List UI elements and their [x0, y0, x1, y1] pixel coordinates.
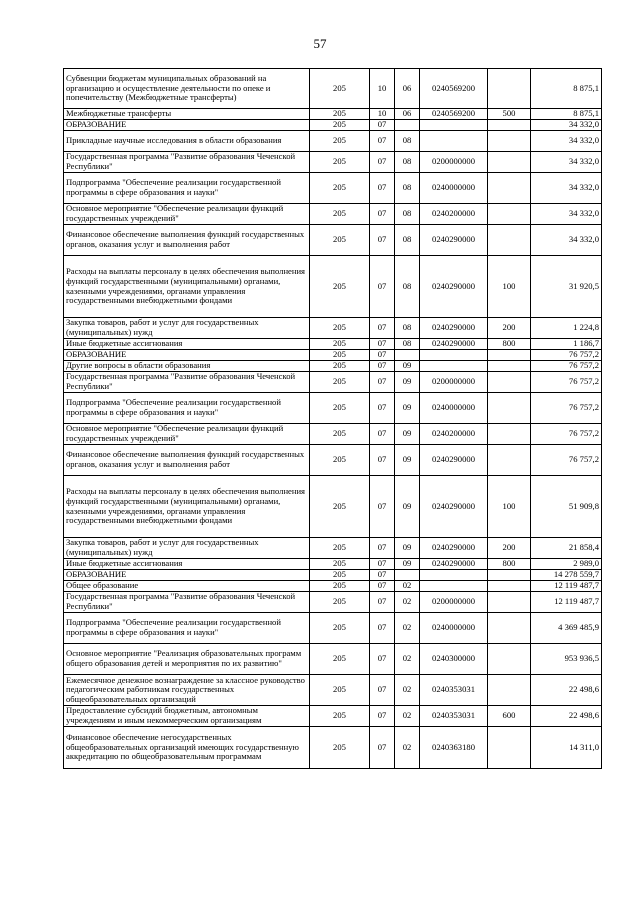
- cell-expense-type: [488, 424, 531, 445]
- cell-ved-code: 205: [310, 644, 370, 675]
- cell-expense-type: [488, 204, 531, 225]
- cell-section-code: 07: [370, 318, 395, 339]
- table-row: [64, 361, 602, 372]
- cell-name: Подпрограмма "Обеспечение реализации государственной программы в сфере образования и науки": [64, 173, 310, 204]
- cell-amount: 34 332,0: [531, 225, 602, 256]
- table-row: [64, 393, 602, 424]
- cell-expense-type: [488, 592, 531, 613]
- cell-subsection-code: 02: [395, 592, 420, 613]
- cell-subsection-code: 02: [395, 644, 420, 675]
- cell-amount: 12 119 487,7: [531, 581, 602, 592]
- cell-name: Расходы на выплаты персоналу в целях обеспечения выполнения функций государственными (муниципальными) органами, казенными учреждениями, органами управления государственными внебюджетными фондами: [64, 476, 310, 538]
- cell-subsection-code: 02: [395, 727, 420, 769]
- table-row: [64, 131, 602, 152]
- cell-section-code: 07: [370, 204, 395, 225]
- cell-expense-type: [488, 372, 531, 393]
- cell-name: Расходы на выплаты персоналу в целях обеспечения выполнения функций государственными (муниципальными) органами, казенными учреждениями, органами управления государственными внебюджетными фондами: [64, 256, 310, 318]
- cell-amount: 31 920,5: [531, 256, 602, 318]
- table-row: [64, 570, 602, 581]
- table-row: [64, 318, 602, 339]
- cell-target-article: 0240000000: [420, 393, 488, 424]
- budget-table: [63, 68, 602, 769]
- cell-amount: 76 757,2: [531, 361, 602, 372]
- cell-expense-type: [488, 644, 531, 675]
- table-row: [64, 69, 602, 109]
- cell-subsection-code: 08: [395, 225, 420, 256]
- cell-target-article: [420, 570, 488, 581]
- cell-section-code: 07: [370, 706, 395, 727]
- cell-target-article: [420, 581, 488, 592]
- cell-ved-code: 205: [310, 350, 370, 361]
- cell-target-article: 0200000000: [420, 152, 488, 173]
- cell-expense-type: 500: [488, 109, 531, 120]
- cell-expense-type: 800: [488, 559, 531, 570]
- cell-section-code: 07: [370, 424, 395, 445]
- cell-amount: 51 909,8: [531, 476, 602, 538]
- table-row: [64, 120, 602, 131]
- cell-amount: 34 332,0: [531, 131, 602, 152]
- cell-subsection-code: [395, 350, 420, 361]
- table-row: [64, 256, 602, 318]
- cell-amount: 14 278 559,7: [531, 570, 602, 581]
- cell-amount: 34 332,0: [531, 120, 602, 131]
- cell-amount: 76 757,2: [531, 372, 602, 393]
- cell-subsection-code: 09: [395, 538, 420, 559]
- cell-expense-type: [488, 675, 531, 706]
- cell-expense-type: [488, 445, 531, 476]
- table-row: [64, 644, 602, 675]
- cell-target-article: [420, 120, 488, 131]
- cell-target-article: 0240000000: [420, 613, 488, 644]
- cell-name: Субвенции бюджетам муниципальных образований на организацию и осуществление деятельности по опеке и попечительству (Межбюджетные трансферты): [64, 69, 310, 109]
- cell-subsection-code: 08: [395, 318, 420, 339]
- cell-ved-code: 205: [310, 559, 370, 570]
- cell-target-article: 0240290000: [420, 318, 488, 339]
- cell-name: Основное мероприятие "Реализация образовательных программ общего образования детей и мероприятия по их развитию": [64, 644, 310, 675]
- table-row: [64, 152, 602, 173]
- cell-expense-type: [488, 727, 531, 769]
- cell-ved-code: 205: [310, 613, 370, 644]
- table-row: [64, 581, 602, 592]
- cell-expense-type: 100: [488, 256, 531, 318]
- cell-amount: 2 989,0: [531, 559, 602, 570]
- cell-expense-type: [488, 361, 531, 372]
- cell-name: Подпрограмма "Обеспечение реализации государственной программы в сфере образования и науки": [64, 613, 310, 644]
- cell-name: ОБРАЗОВАНИЕ: [64, 570, 310, 581]
- cell-expense-type: 200: [488, 538, 531, 559]
- table-row: [64, 204, 602, 225]
- table-row: [64, 372, 602, 393]
- cell-subsection-code: 09: [395, 445, 420, 476]
- cell-section-code: 07: [370, 592, 395, 613]
- table-row: [64, 613, 602, 644]
- page-number: 57: [313, 36, 327, 51]
- cell-amount: 76 757,2: [531, 350, 602, 361]
- cell-amount: 8 875,1: [531, 109, 602, 120]
- cell-amount: 34 332,0: [531, 204, 602, 225]
- table-row: [64, 538, 602, 559]
- cell-section-code: 07: [370, 361, 395, 372]
- cell-name: Финансовое обеспечение негосударственных общеобразовательных организаций имеющих государственную аккредитацию по общеобразовательным программам: [64, 727, 310, 769]
- cell-target-article: 0240300000: [420, 644, 488, 675]
- cell-subsection-code: 09: [395, 372, 420, 393]
- cell-name: ОБРАЗОВАНИЕ: [64, 350, 310, 361]
- cell-section-code: 07: [370, 339, 395, 350]
- table-row: [64, 727, 602, 769]
- table-row: [64, 675, 602, 706]
- cell-expense-type: 100: [488, 476, 531, 538]
- cell-target-article: 0240000000: [420, 173, 488, 204]
- cell-amount: 4 369 485,9: [531, 613, 602, 644]
- table-row: [64, 339, 602, 350]
- cell-amount: 76 757,2: [531, 445, 602, 476]
- cell-ved-code: 205: [310, 592, 370, 613]
- table-row: [64, 350, 602, 361]
- cell-subsection-code: 08: [395, 131, 420, 152]
- cell-target-article: 0240363180: [420, 727, 488, 769]
- table-row: [64, 109, 602, 120]
- cell-name: Подпрограмма "Обеспечение реализации государственной программы в сфере образования и науки": [64, 393, 310, 424]
- cell-target-article: 0240569200: [420, 109, 488, 120]
- cell-expense-type: 600: [488, 706, 531, 727]
- cell-subsection-code: 08: [395, 173, 420, 204]
- cell-target-article: 0240353031: [420, 675, 488, 706]
- cell-ved-code: 205: [310, 152, 370, 173]
- table-row: [64, 225, 602, 256]
- cell-ved-code: 205: [310, 131, 370, 152]
- cell-amount: 34 332,0: [531, 152, 602, 173]
- cell-subsection-code: 08: [395, 256, 420, 318]
- cell-subsection-code: 02: [395, 706, 420, 727]
- cell-target-article: 0240200000: [420, 424, 488, 445]
- cell-ved-code: 205: [310, 581, 370, 592]
- cell-name: Государственная программа "Развитие образования Чеченской Республики": [64, 592, 310, 613]
- cell-name: Закупка товаров, работ и услуг для государственных (муниципальных) нужд: [64, 538, 310, 559]
- cell-amount: 34 332,0: [531, 173, 602, 204]
- cell-section-code: 07: [370, 727, 395, 769]
- cell-ved-code: 205: [310, 675, 370, 706]
- cell-ved-code: 205: [310, 538, 370, 559]
- cell-amount: 76 757,2: [531, 393, 602, 424]
- cell-expense-type: [488, 120, 531, 131]
- cell-section-code: 07: [370, 445, 395, 476]
- cell-section-code: 10: [370, 109, 395, 120]
- cell-expense-type: [488, 152, 531, 173]
- cell-ved-code: 205: [310, 318, 370, 339]
- cell-ved-code: 205: [310, 393, 370, 424]
- cell-amount: 1 186,7: [531, 339, 602, 350]
- cell-section-code: 07: [370, 372, 395, 393]
- cell-target-article: 0240290000: [420, 476, 488, 538]
- cell-amount: 1 224,8: [531, 318, 602, 339]
- cell-subsection-code: 09: [395, 476, 420, 538]
- cell-ved-code: 205: [310, 706, 370, 727]
- cell-section-code: 07: [370, 120, 395, 131]
- cell-section-code: 07: [370, 131, 395, 152]
- cell-target-article: 0240353031: [420, 706, 488, 727]
- cell-ved-code: 205: [310, 173, 370, 204]
- cell-target-article: 0240290000: [420, 559, 488, 570]
- cell-amount: 21 858,4: [531, 538, 602, 559]
- cell-expense-type: [488, 173, 531, 204]
- cell-target-article: 0240290000: [420, 339, 488, 350]
- cell-name: Основное мероприятие "Обеспечение реализации функций государственных учреждений": [64, 424, 310, 445]
- cell-target-article: 0240290000: [420, 538, 488, 559]
- cell-subsection-code: 08: [395, 204, 420, 225]
- cell-section-code: 07: [370, 538, 395, 559]
- cell-target-article: 0240290000: [420, 256, 488, 318]
- cell-name: Общее образование: [64, 581, 310, 592]
- cell-ved-code: 205: [310, 445, 370, 476]
- table-row: [64, 706, 602, 727]
- cell-target-article: 0240290000: [420, 225, 488, 256]
- cell-section-code: 07: [370, 393, 395, 424]
- cell-target-article: 0240569200: [420, 69, 488, 109]
- table-row: [64, 445, 602, 476]
- cell-expense-type: [488, 613, 531, 644]
- cell-section-code: 07: [370, 613, 395, 644]
- cell-ved-code: 205: [310, 361, 370, 372]
- cell-target-article: 0240290000: [420, 445, 488, 476]
- cell-section-code: 07: [370, 570, 395, 581]
- cell-subsection-code: 02: [395, 613, 420, 644]
- cell-name: Государственная программа "Развитие образования Чеченской Республики": [64, 372, 310, 393]
- table-row: [64, 424, 602, 445]
- cell-expense-type: [488, 581, 531, 592]
- cell-target-article: [420, 350, 488, 361]
- cell-section-code: 10: [370, 69, 395, 109]
- cell-amount: 14 311,0: [531, 727, 602, 769]
- cell-expense-type: 200: [488, 318, 531, 339]
- cell-section-code: 07: [370, 644, 395, 675]
- cell-expense-type: [488, 69, 531, 109]
- cell-amount: 22 498,6: [531, 706, 602, 727]
- cell-expense-type: [488, 350, 531, 361]
- cell-name: Государственная программа "Развитие образования Чеченской Республики": [64, 152, 310, 173]
- cell-subsection-code: [395, 120, 420, 131]
- cell-subsection-code: 09: [395, 393, 420, 424]
- cell-ved-code: 205: [310, 570, 370, 581]
- cell-name: Ежемесячное денежное вознаграждение за классное руководство педагогическим работникам государственных общеобразовательных организаций: [64, 675, 310, 706]
- cell-amount: 12 119 487,7: [531, 592, 602, 613]
- cell-name: Финансовое обеспечение выполнения функций государственных органов, оказания услуг и выполнения работ: [64, 225, 310, 256]
- cell-ved-code: 205: [310, 372, 370, 393]
- cell-section-code: 07: [370, 173, 395, 204]
- cell-expense-type: [488, 225, 531, 256]
- table-row: [64, 559, 602, 570]
- cell-ved-code: 205: [310, 476, 370, 538]
- cell-name: Межбюджетные трансферты: [64, 109, 310, 120]
- cell-subsection-code: 08: [395, 339, 420, 350]
- cell-ved-code: 205: [310, 727, 370, 769]
- cell-ved-code: 205: [310, 256, 370, 318]
- cell-subsection-code: 02: [395, 581, 420, 592]
- cell-name: Предоставление субсидий бюджетным, автономным учреждениям и иным некоммерческим организациям: [64, 706, 310, 727]
- cell-target-article: [420, 131, 488, 152]
- table-row: [64, 476, 602, 538]
- table-row: [64, 592, 602, 613]
- cell-subsection-code: 09: [395, 424, 420, 445]
- cell-ved-code: 205: [310, 120, 370, 131]
- cell-amount: 22 498,6: [531, 675, 602, 706]
- cell-expense-type: [488, 393, 531, 424]
- cell-section-code: 07: [370, 152, 395, 173]
- cell-name: Прикладные научные исследования в области образования: [64, 131, 310, 152]
- cell-name: Финансовое обеспечение выполнения функций государственных органов, оказания услуг и выполнения работ: [64, 445, 310, 476]
- cell-ved-code: 205: [310, 204, 370, 225]
- cell-expense-type: 800: [488, 339, 531, 350]
- cell-name: Другие вопросы в области образования: [64, 361, 310, 372]
- cell-section-code: 07: [370, 256, 395, 318]
- cell-expense-type: [488, 131, 531, 152]
- cell-ved-code: 205: [310, 109, 370, 120]
- cell-amount: 8 875,1: [531, 69, 602, 109]
- cell-name: ОБРАЗОВАНИЕ: [64, 120, 310, 131]
- cell-target-article: [420, 361, 488, 372]
- cell-section-code: 07: [370, 476, 395, 538]
- cell-amount: 953 936,5: [531, 644, 602, 675]
- cell-section-code: 07: [370, 559, 395, 570]
- cell-ved-code: 205: [310, 339, 370, 350]
- cell-amount: 76 757,2: [531, 424, 602, 445]
- cell-subsection-code: 06: [395, 69, 420, 109]
- cell-section-code: 07: [370, 225, 395, 256]
- cell-target-article: 0240200000: [420, 204, 488, 225]
- cell-name: Иные бюджетные ассигнования: [64, 339, 310, 350]
- cell-subsection-code: 09: [395, 559, 420, 570]
- cell-expense-type: [488, 570, 531, 581]
- cell-section-code: 07: [370, 350, 395, 361]
- cell-subsection-code: 06: [395, 109, 420, 120]
- cell-name: Иные бюджетные ассигнования: [64, 559, 310, 570]
- cell-name: Закупка товаров, работ и услуг для государственных (муниципальных) нужд: [64, 318, 310, 339]
- table-row: [64, 173, 602, 204]
- cell-ved-code: 205: [310, 69, 370, 109]
- cell-section-code: 07: [370, 581, 395, 592]
- cell-ved-code: 205: [310, 424, 370, 445]
- cell-subsection-code: 08: [395, 152, 420, 173]
- cell-ved-code: 205: [310, 225, 370, 256]
- cell-subsection-code: 02: [395, 675, 420, 706]
- cell-subsection-code: [395, 570, 420, 581]
- cell-target-article: 0200000000: [420, 592, 488, 613]
- cell-name: Основное мероприятие "Обеспечение реализации функций государственных учреждений": [64, 204, 310, 225]
- cell-section-code: 07: [370, 675, 395, 706]
- cell-subsection-code: 09: [395, 361, 420, 372]
- cell-target-article: 0200000000: [420, 372, 488, 393]
